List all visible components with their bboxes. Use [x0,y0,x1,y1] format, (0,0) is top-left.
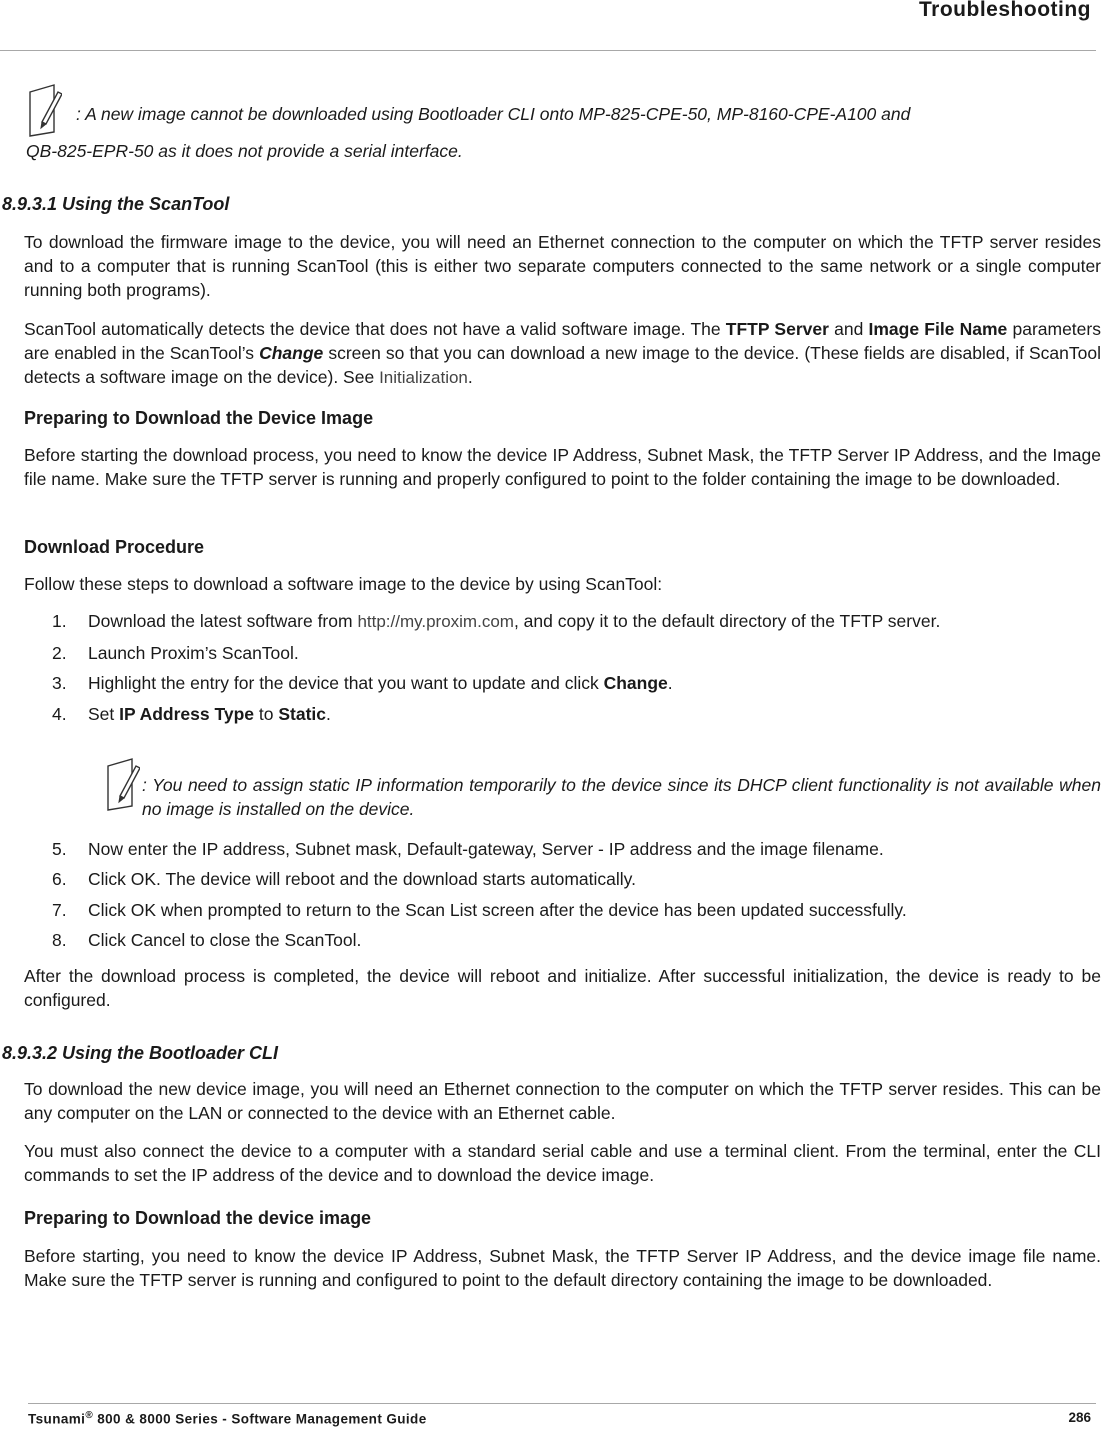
note-pencil-icon [28,82,62,138]
note-1-line-1: : A new image cannot be downloaded using Bootloader CLI onto MP-825-CPE-50, MP-8160-CPE-A100 and [76,104,911,124]
download-procedure-intro: Follow these steps to download a software image to the device by using ScanTool: [24,574,663,594]
prep-heading-bootloader: Preparing to Download the device image [24,1208,372,1228]
section-heading-scantool: 8.9.3.1 Using the ScanTool [2,194,230,214]
after-download-paragraph: After the download process is completed, the device will reboot and initialize. After successful initialization, the device is ready to be configured. [24,966,1101,1010]
footer-guide-title: Tsunami® 800 & 8000 Series - Software Management Guide [28,1410,427,1427]
step-item: 6. Click OK. The device will reboot and the download starts automatically. [52,869,636,889]
bootloader-para-1: To download the new device image, you will need an Ethernet connection to the computer on which the TFTP server resides. This can be any computer on the LAN or connected to the device with an Ethernet cable. [24,1079,1101,1123]
step-item: 4. Set IP Address Type to Static. [52,704,331,724]
scantool-intro-paragraph: To download the firmware image to the device, you will need an Ethernet connection to the computer on which the TFTP server resides and to a computer that is running ScanTool (this is either two separate computers connected to the same network or a single computer running both programs). [24,232,1101,300]
note-1-line-2: QB-825-EPR-50 as it does not provide a serial interface. [26,141,463,161]
proxim-link[interactable]: http://my.proxim.com [357,612,514,631]
step-item: 7. Click OK when prompted to return to the Scan List screen after the device has been updated successfully. [52,900,907,920]
step-item: 1. Download the latest software from http://my.proxim.com, and copy it to the default directory of the TFTP server. [52,611,941,631]
step-item: 3. Highlight the entry for the device that you want to update and click Change. [52,673,673,693]
page-header-title: Troubleshooting [919,0,1091,21]
bootloader-para-2: You must also connect the device to a computer with a standard serial cable and use a terminal client. From the terminal, enter the CLI commands to set the IP address of the device and to download the device image. [24,1141,1101,1185]
step-item: 8. Click Cancel to close the ScanTool. [52,930,362,950]
header-rule [0,50,1096,51]
prep-paragraph-scantool: Before starting the download process, you need to know the device IP Address, Subnet Mask, the TFTP Server IP Address, and the Image file name. Make sure the TFTP server is running and properly configured to point to the folder containing the image to be downloaded. [24,445,1101,489]
step-item: 2. Launch Proxim’s ScanTool. [52,643,299,663]
scantool-detect-paragraph: ScanTool automatically detects the device that does not have a valid software image. The TFTP Server and Image File Name parameters are enabled in the ScanTool’s Change screen so that you can download a new image to the device. (These fields are disabled, if ScanTool detects a software image on the device). See Initialization. [24,319,1101,387]
initialization-link[interactable]: Initialization [379,368,468,387]
section-heading-bootloader: 8.9.3.2 Using the Bootloader CLI [2,1043,279,1063]
prep-paragraph-bootloader: Before starting, you need to know the device IP Address, Subnet Mask, the TFTP Server IP Address, and the device image file name. Make sure the TFTP server is running and configured to point to the default directory containing the image to be downloaded. [24,1246,1101,1290]
footer-rule [28,1403,1096,1404]
footer-page-number: 286 [1068,1410,1091,1425]
prep-heading-scantool: Preparing to Download the Device Image [24,408,374,428]
step-item: 5. Now enter the IP address, Subnet mask, Default-gateway, Server - IP address and the image filename. [52,839,884,859]
download-procedure-heading: Download Procedure [24,537,205,557]
note-2-text: : You need to assign static IP information temporarily to the device since its DHCP client functionality is not available when no image is installed on the device. [142,775,1101,819]
note-pencil-icon [106,756,140,812]
